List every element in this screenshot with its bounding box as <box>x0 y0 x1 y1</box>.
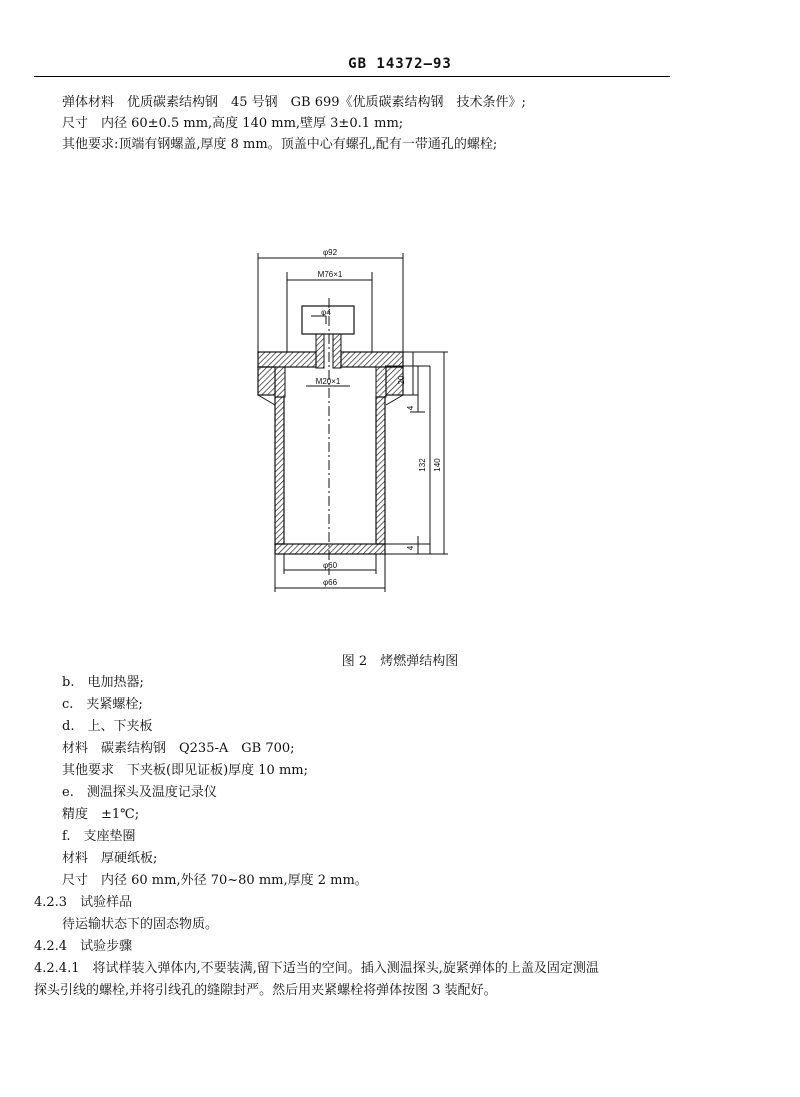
item-c: c. 夹紧螺栓; <box>62 697 143 712</box>
section-4-2-4-1: 4.2.4.1 将试样装入弹体内,不要装满,留下适当的空间。插入测温探头,旋紧弹体的上盖及固定测温 <box>34 961 599 976</box>
item-f: f. 支座垫圈 <box>62 829 136 844</box>
dim-inner-dia: φ60 <box>322 561 338 570</box>
section-4-2-3: 4.2.3 试验样品 <box>34 895 133 910</box>
dim-inner-height: 132 <box>418 458 427 472</box>
dim-total-height: 140 <box>433 458 442 472</box>
dim-top-outer: φ92 <box>322 248 338 257</box>
item-d-other: 其他要求 下夹板(即见证板)厚度 10 mm; <box>62 763 308 778</box>
intro-line-3: 其他要求:顶端有钢螺盖,厚度 8 mm。顶盖中心有螺孔,配有一带通孔的螺栓; <box>62 137 498 152</box>
item-b: b. 电加热器; <box>62 675 144 690</box>
dim-thread-cap: M76×1 <box>317 270 343 279</box>
dim-outer-dia: φ66 <box>322 578 338 587</box>
item-d-material: 材料 碳素结构钢 Q235-A GB 700; <box>62 741 295 756</box>
item-e: e. 测温探头及温度记录仪 <box>62 785 217 800</box>
dim-cap-thickness: 20 <box>397 375 406 385</box>
figure-caption: 图 2 烤燃弹结构图 <box>341 654 459 669</box>
section-4-2-4-1-cont: 探头引线的螺栓,并将引线孔的缝隙封严。然后用夹紧螺栓将弹体按图 3 装配好。 <box>34 983 497 998</box>
dim-wall-top: 4 <box>406 405 415 411</box>
dim-bottom-thickness: 4 <box>406 545 415 551</box>
dim-thread-bolt: M20×1 <box>315 377 341 386</box>
item-f-material: 材料 厚硬纸板; <box>62 851 158 866</box>
section-4-2-4: 4.2.4 试验步骤 <box>34 939 133 954</box>
item-f-size: 尺寸 内径 60 mm,外径 70~80 mm,厚度 2 mm。 <box>62 873 368 888</box>
section-4-2-3-text: 待运输状态下的固态物质。 <box>62 917 219 932</box>
dim-hole: φ4 <box>321 308 331 317</box>
intro-line-2: 尺寸 内径 60±0.5 mm,高度 140 mm,壁厚 3±0.1 mm; <box>62 116 404 131</box>
item-d: d. 上、下夹板 <box>62 719 153 734</box>
standard-code-header: GB 14372—93 <box>348 56 452 72</box>
intro-line-1: 弹体材料 优质碳素结构钢 45 号钢 GB 699《优质碳素结构钢 技术条件》; <box>62 95 526 110</box>
item-e-accuracy: 精度 ±1℃; <box>62 807 140 822</box>
